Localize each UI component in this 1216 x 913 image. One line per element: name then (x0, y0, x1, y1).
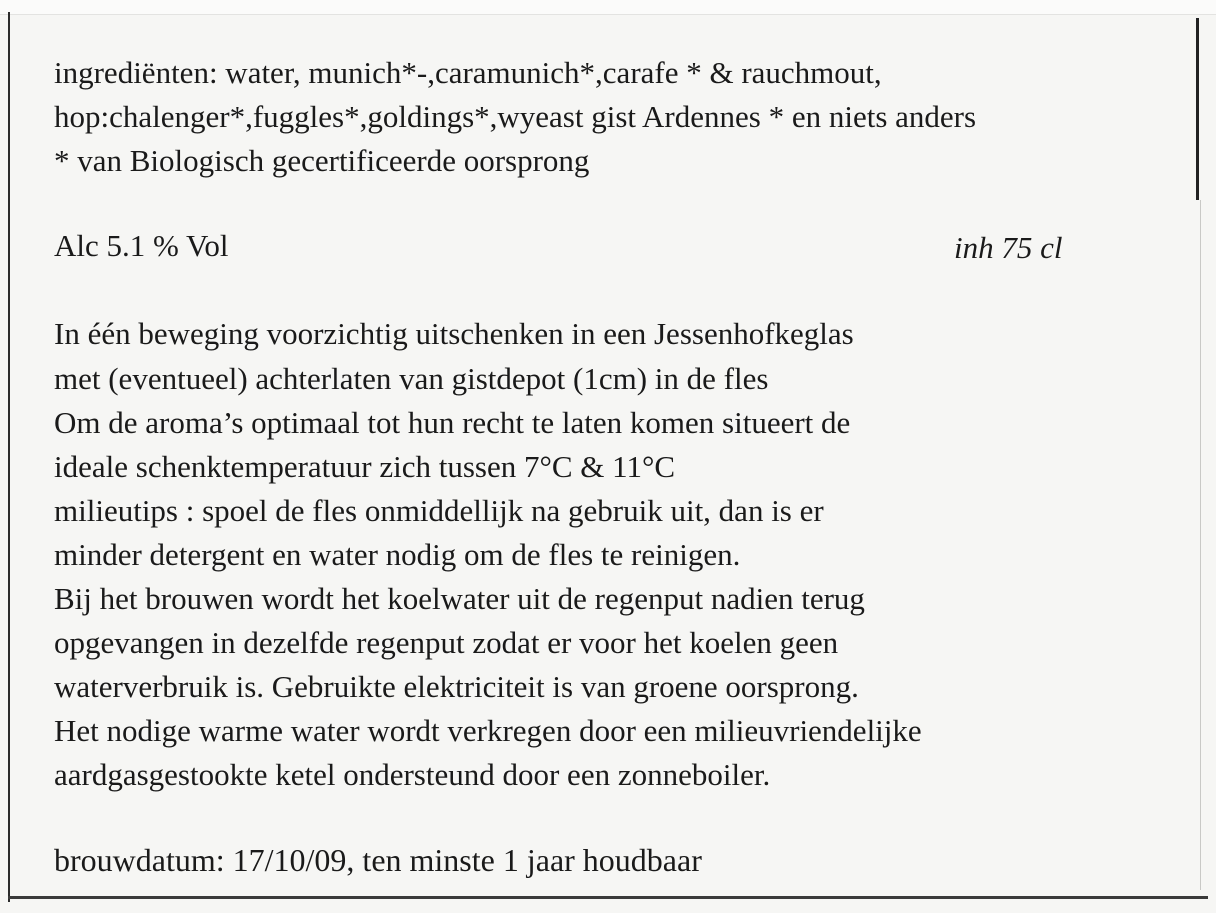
ingredients-line-2: hop:chalenger*,fuggles*,goldings*,wyeast gist Ardennes * en niets anders (54, 99, 977, 134)
instruction-line: Bij het brouwen wordt het koelwater uit de regenput nadien terug (54, 581, 865, 616)
instruction-line: aardgasgestookte ketel ondersteund door een zonneboiler. (54, 757, 771, 792)
paper-right-border (1196, 18, 1199, 200)
instruction-line: ideale schenktemperatuur zich tussen 7°C & 11°C (54, 449, 676, 484)
instruction-line: Het nodige warme water wordt verkregen door een milieuvriendelijke (54, 713, 922, 748)
instruction-line: opgevangen in dezelfde regenput zodat er voor het koelen geen (54, 625, 839, 660)
ingredients-line-1: ingrediënten: water, munich*-,caramunich*,carafe * & rauchmout, (54, 55, 882, 90)
instruction-line: met (eventueel) achterlaten van gistdepot (1cm) in de fles (54, 361, 769, 396)
paper-top-edge (0, 0, 1216, 15)
instruction-line: Om de aroma’s optimaal tot hun recht te laten komen situeert de (54, 405, 851, 440)
instruction-line: milieutips : spoel de fles onmiddellijk na gebruik uit, dan is er (54, 493, 824, 528)
volume-content: inh 75 cl (954, 230, 1063, 265)
paper-bottom-border (8, 896, 1208, 899)
alcohol-content: Alc 5.1 % Vol (54, 228, 229, 263)
paper-left-border (8, 12, 10, 902)
brew-date: brouwdatum: 17/10/09, ten minste 1 jaar houdbaar (54, 842, 702, 878)
instruction-line: minder detergent en water nodig om de fles te reinigen. (54, 537, 741, 572)
instruction-line: waterverbruik is. Gebruikte elektriciteit is van groene oorsprong. (54, 669, 859, 704)
organic-note: * van Biologisch gecertificeerde oorsprong (54, 143, 590, 178)
paper-right-edge (1200, 200, 1201, 890)
instruction-line: In één beweging voorzichtig uitschenken in een Jessenhofkeglas (54, 316, 854, 351)
